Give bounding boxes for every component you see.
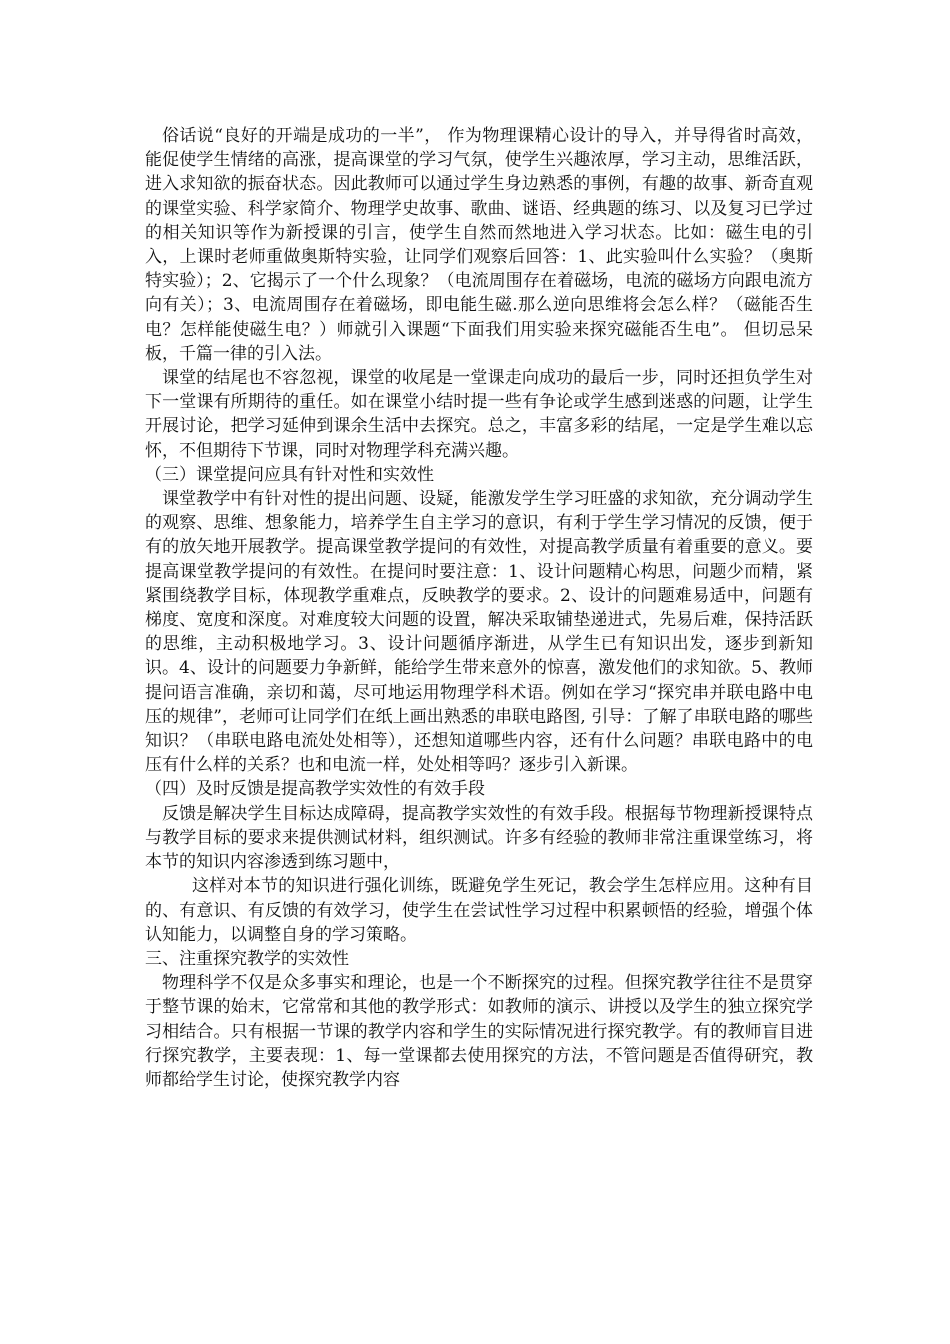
paragraph-feedback-continued: 这样对本节的知识进行强化训练，既避免学生死记，教会学生怎样应用。这种有目的、有意识、有反馈的有效学习，使学生在尝试性学习过程中积累顿悟的经验，增强个体认知能力，以调整自身的学习策略。 [145,876,813,945]
document-page [145,124,813,1092]
section-heading-feedback: （四）及时反馈是提高教学实效性的有效手段 [145,779,485,800]
paragraph-lesson-ending: 课堂的结尾也不容忽视，课堂的收尾是一堂课走向成功的最后一步，同时还担负学生对下一堂课有所期待的重任。如在课堂小结时提一些有争论或学生感到迷惑的问题，让学生开展讨论，把学习延伸到课余生活中去探究。总之，丰富多彩的结尾，一定是学生难以忘怀，不但期待下节课，同时对物理学科充满兴趣。 [145,368,813,461]
paragraph-inquiry: 物理科学不仅是众多事实和理论，也是一个不断探究的过程。但探究教学往往不是贯穿于整节课的始末，它常常和其他的教学形式：如教师的演示、讲授以及学生的独立探究学习相结合。只有根据一节课的教学内容和学生的实际情况进行探究教学。有的教师盲目进行探究教学，主要表现：1、每一堂课都去使用探究的方法，不管问题是否值得研究，教师都给学生讨论，使探究教学内容 [145,973,813,1090]
paragraph-feedback: 反馈是解决学生目标达成障碍，提高教学实效性的有效手段。根据每节物理新授课特点与教学目标的要求来提供测试材料，组织测试。许多有经验的教师非常注重课堂练习，将本节的知识内容渗透到练习题中， [145,803,813,873]
section-heading-inquiry: 三、注重探究教学的实效性 [145,948,349,969]
section-heading-questioning: （三）课堂提问应具有针对性和实效性 [145,464,434,485]
paragraph-introduction: 俗话说“良好的开端是成功的一半”， 作为物理课精心设计的导入，并导得省时高效，能促使学生情绪的高涨，提高课堂的学习气氛，使学生兴趣浓厚，学习主动，思维活跃，进入求知欲的振奋状态。因此教师可以通过学生身边熟悉的事例，有趣的故事、新奇直观的课堂实验、科学家简介、物理学史故事、歌曲、谜语、经典题的练习、以及复习已学过的相关知识等作为新授课的引言，使学生自然而然地进入学习状态。比如：磁生电的引入，上课时老师重做奥斯特实验，让同学们观察后回答：1、此实验叫什么实验？（奥斯特实验）；2、它揭示了一个什么现象？（电流周围存在着磁场，电流的磁场方向跟电流方向有关）；3、电流周围存在着磁场，即电能生磁.那么逆向思维将会怎么样？（磁能否生电？怎样能使磁生电？）师就引入课题“下面我们用实验来探究磁能否生电”。 但切忌呆板，千篇一律的引入法。 [145,126,813,364]
paragraph-questioning: 课堂教学中有针对性的提出问题、设疑，能激发学生学习旺盛的求知欲，充分调动学生的观察、思维、想象能力，培养学生自主学习的意识，有利于学生学习情况的反馈，便于有的放矢地开展教学。提高课堂教学提问的有效性，对提高教学质量有着重要的意义。要提高课堂教学提问的有效性。在提问时要注意：1、设计问题精心构思，问题少而精，紧紧围绕教学目标，体现教学重难点，反映教学的要求。2、设计的问题难易适中，问题有梯度、宽度和深度。对难度较大问题的设置，解决采取铺垫递进式，先易后难，保持活跃的思维，主动积极地学习。3、设计问题循序渐进，从学生已有知识出发，逐步到新知识。4、设计的问题要力争新鲜，能给学生带来意外的惊喜，激发他们的求知欲。5、教师提问语言准确，亲切和蔼，尽可地运用物理学科术语。例如在学习“探究串并联电路中电压的规律”，老师可让同学们在纸上画出熟悉的串联电路图, 引导：了解了串联电路的哪些知识？（串联电路电流处处相等），还想知道哪些内容，还有什么问题？串联电路中的电压有什么样的关系？也和电流一样，处处相等吗？逐步引入新课。 [145,489,813,776]
